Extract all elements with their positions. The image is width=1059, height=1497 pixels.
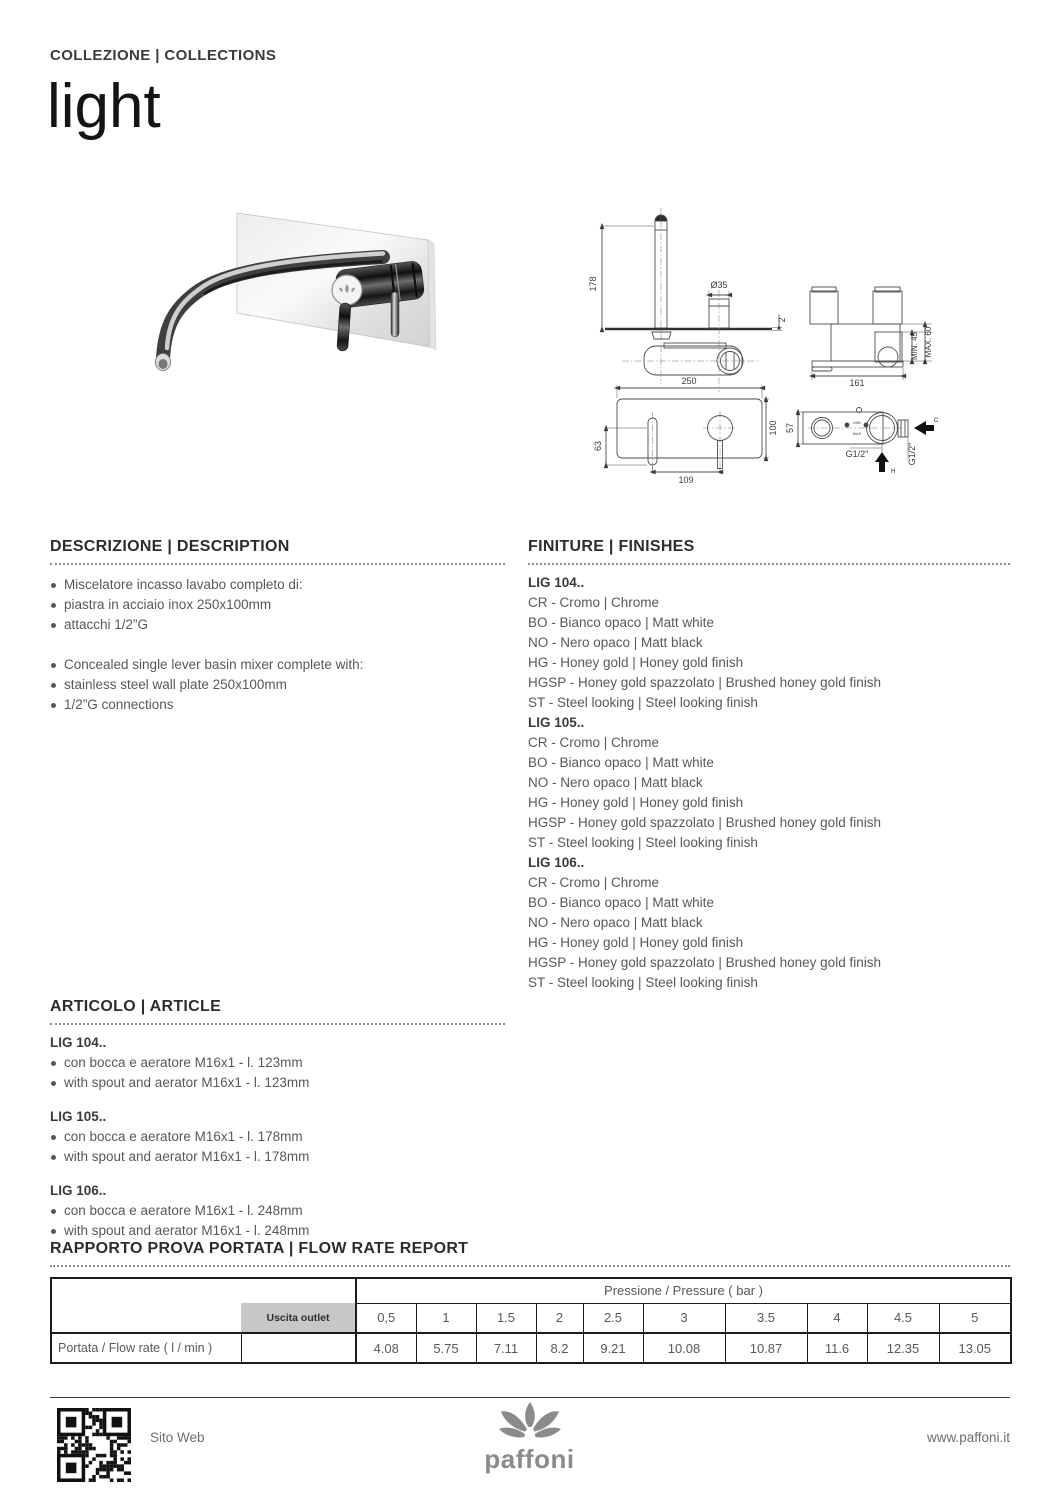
dim-front-height: 178 (588, 276, 598, 292)
article-code: LIG 106.. (528, 855, 585, 870)
collection-eyebrow: COLLEZIONE | COLLECTIONS (50, 47, 277, 64)
list-item: 1/2”G connections (50, 695, 505, 715)
finish-option: NO - Nero opaco | Matt black (528, 775, 703, 790)
page-title: light (47, 72, 161, 141)
flow-report-section (50, 1240, 1010, 1267)
dim-plate-thickness: 2 (777, 317, 787, 323)
article-code: LIG 106.. (50, 1183, 107, 1198)
finish-option: HGSP - Honey gold spazzolato | Brushed honey gold finish (528, 815, 881, 830)
flow-cell: 5.75 (416, 1333, 476, 1363)
finish-option: ST - Steel looking | Steel looking finish (528, 695, 758, 710)
finish-option: ST - Steel looking | Steel looking finish (528, 835, 758, 850)
pressure-cell: 5 (939, 1303, 1011, 1333)
pressure-cell: 2 (536, 1303, 583, 1333)
article-code: LIG 105.. (528, 715, 585, 730)
finish-option: CR - Cromo | Chrome (528, 875, 660, 890)
product-photo (125, 200, 505, 415)
pressure-cell: 1.5 (476, 1303, 536, 1333)
label-inlet-thread: G1/2" (907, 442, 917, 466)
plan-dimensions (606, 385, 769, 474)
finish-option: HGSP - Honey gold spazzolato | Brushed honey gold finish (528, 955, 881, 970)
list-item: con bocca e aeratore M16x1 - l. 178mm (50, 1127, 505, 1147)
hot-cold-arrows (875, 421, 934, 472)
flow-rate-table (50, 1277, 1012, 1364)
flow-report-heading: RAPPORTO PROVA PORTATA | FLOW RATE REPORT (50, 1240, 1010, 1267)
list-item: with spout and aerator M16x1 - l. 178mm (50, 1147, 505, 1167)
dim-plate-depth: 100 (768, 420, 778, 436)
list-item: con bocca e aeratore M16x1 - l. 248mm (50, 1201, 505, 1221)
label-outlet-thread: G1/2" (845, 449, 869, 459)
qr-label: Sito Web (150, 1430, 205, 1445)
finish-option: HG - Honey gold | Honey gold finish (528, 795, 744, 810)
website-link[interactable]: www.paffoni.it (926, 1430, 1010, 1445)
list-item: stainless steel wall plate 250x100mm (50, 675, 505, 695)
pressure-cell: 4.5 (867, 1303, 939, 1333)
flow-cell: 12.35 (867, 1333, 939, 1363)
flow-cell: 10.08 (643, 1333, 725, 1363)
pressure-cell: 2.5 (583, 1303, 643, 1333)
label-hot: H (891, 469, 896, 475)
finish-option: BO - Bianco opaco | Matt white (528, 895, 714, 910)
flow-cell: 13.05 (939, 1333, 1011, 1363)
dim-spout-offset: 63 (593, 440, 603, 452)
table-blank-cell (51, 1303, 241, 1333)
finishes-section (528, 538, 1010, 993)
dim-spout-diameter: Ø35 (710, 280, 728, 290)
article-group (50, 1107, 505, 1167)
label-max: MAX (852, 431, 862, 436)
list-item: attacchi 1/2”G (50, 615, 505, 635)
flow-row-label: Portata / Flow rate ( l / min ) (51, 1333, 241, 1363)
top-view (803, 408, 908, 445)
article-group (50, 1033, 505, 1093)
pressure-header-cell: Pressione / Pressure ( bar ) (356, 1278, 1011, 1303)
front-dimensions (602, 226, 782, 331)
description-heading: DESCRIZIONE | DESCRIPTION (50, 538, 505, 565)
description-section (50, 538, 505, 715)
finish-option: BO - Bianco opaco | Matt white (528, 755, 714, 770)
flow-cell: 10.87 (725, 1333, 807, 1363)
outlet-label-cell: Uscita outlet (241, 1303, 356, 1333)
flow-cell: 8.2 (536, 1333, 583, 1363)
list-item: with spout and aerator M16x1 - l. 123mm (50, 1073, 505, 1093)
side-view (810, 287, 903, 371)
flow-cell: 4.08 (356, 1333, 416, 1363)
dim-spout-to-handle: 109 (678, 475, 694, 485)
dim-rough-in-height: 57 (785, 422, 795, 434)
qr-code (57, 1408, 131, 1482)
finish-option: CR - Cromo | Chrome (528, 595, 660, 610)
finishes-list (528, 573, 1010, 993)
dim-depth-max: MAX. 60 (924, 326, 933, 358)
footer-divider (50, 1397, 1010, 1398)
finish-option: NO - Nero opaco | Matt black (528, 635, 703, 650)
article-heading: ARTICOLO | ARTICLE (50, 998, 505, 1025)
table-corner-cell (51, 1278, 356, 1303)
list-item: Miscelatore incasso lavabo completo di: (50, 575, 505, 595)
label-min: MIN (853, 420, 861, 425)
finish-option: ST - Steel looking | Steel looking finish (528, 975, 758, 990)
dim-rough-in-width: 161 (849, 378, 865, 388)
list-item: Concealed single lever basin mixer complete with: (50, 655, 505, 675)
pressure-cell: 3.5 (725, 1303, 807, 1333)
finishes-heading: FINITURE | FINISHES (528, 538, 1010, 565)
handle-badge (332, 275, 362, 305)
article-code: LIG 104.. (50, 1035, 107, 1050)
fixing-rod (391, 292, 399, 337)
description-list-en (50, 655, 505, 715)
list-item: with spout and aerator M16x1 - l. 248mm (50, 1221, 505, 1241)
pressure-cell: 1 (416, 1303, 476, 1333)
label-cold: C (934, 418, 939, 424)
paffoni-palm-icon (498, 1402, 562, 1444)
list-item: con bocca e aeratore M16x1 - l. 123mm (50, 1053, 505, 1073)
front-view (605, 208, 772, 392)
article-code: LIG 104.. (528, 575, 585, 590)
flow-cell: 9.21 (583, 1333, 643, 1363)
plan-view (617, 399, 762, 474)
table-blank-cell (241, 1333, 356, 1363)
article-section (50, 998, 505, 1241)
finish-option: HG - Honey gold | Honey gold finish (528, 935, 744, 950)
dim-depth-min: MIN. 45 (910, 331, 919, 361)
flow-cell: 11.6 (807, 1333, 867, 1363)
brand-wordmark: paffoni (484, 1444, 575, 1474)
finish-option: NO - Nero opaco | Matt black (528, 915, 703, 930)
pressure-cell: 3 (643, 1303, 725, 1333)
pressure-cell: 0,5 (356, 1303, 416, 1333)
pressure-cell: 4 (807, 1303, 867, 1333)
list-item: piastra in acciaio inox 250x100mm (50, 595, 505, 615)
technical-drawing (560, 196, 1015, 496)
finish-option: BO - Bianco opaco | Matt white (528, 615, 714, 630)
article-group (50, 1181, 505, 1241)
finish-option: CR - Cromo | Chrome (528, 735, 660, 750)
brand-logo (484, 1402, 574, 1472)
finish-option: HGSP - Honey gold spazzolato | Brushed honey gold finish (528, 675, 881, 690)
description-list-it (50, 575, 505, 635)
finish-option: HG - Honey gold | Honey gold finish (528, 655, 744, 670)
flow-cell: 7.11 (476, 1333, 536, 1363)
dim-plate-width: 250 (681, 376, 697, 386)
article-code: LIG 105.. (50, 1109, 107, 1124)
